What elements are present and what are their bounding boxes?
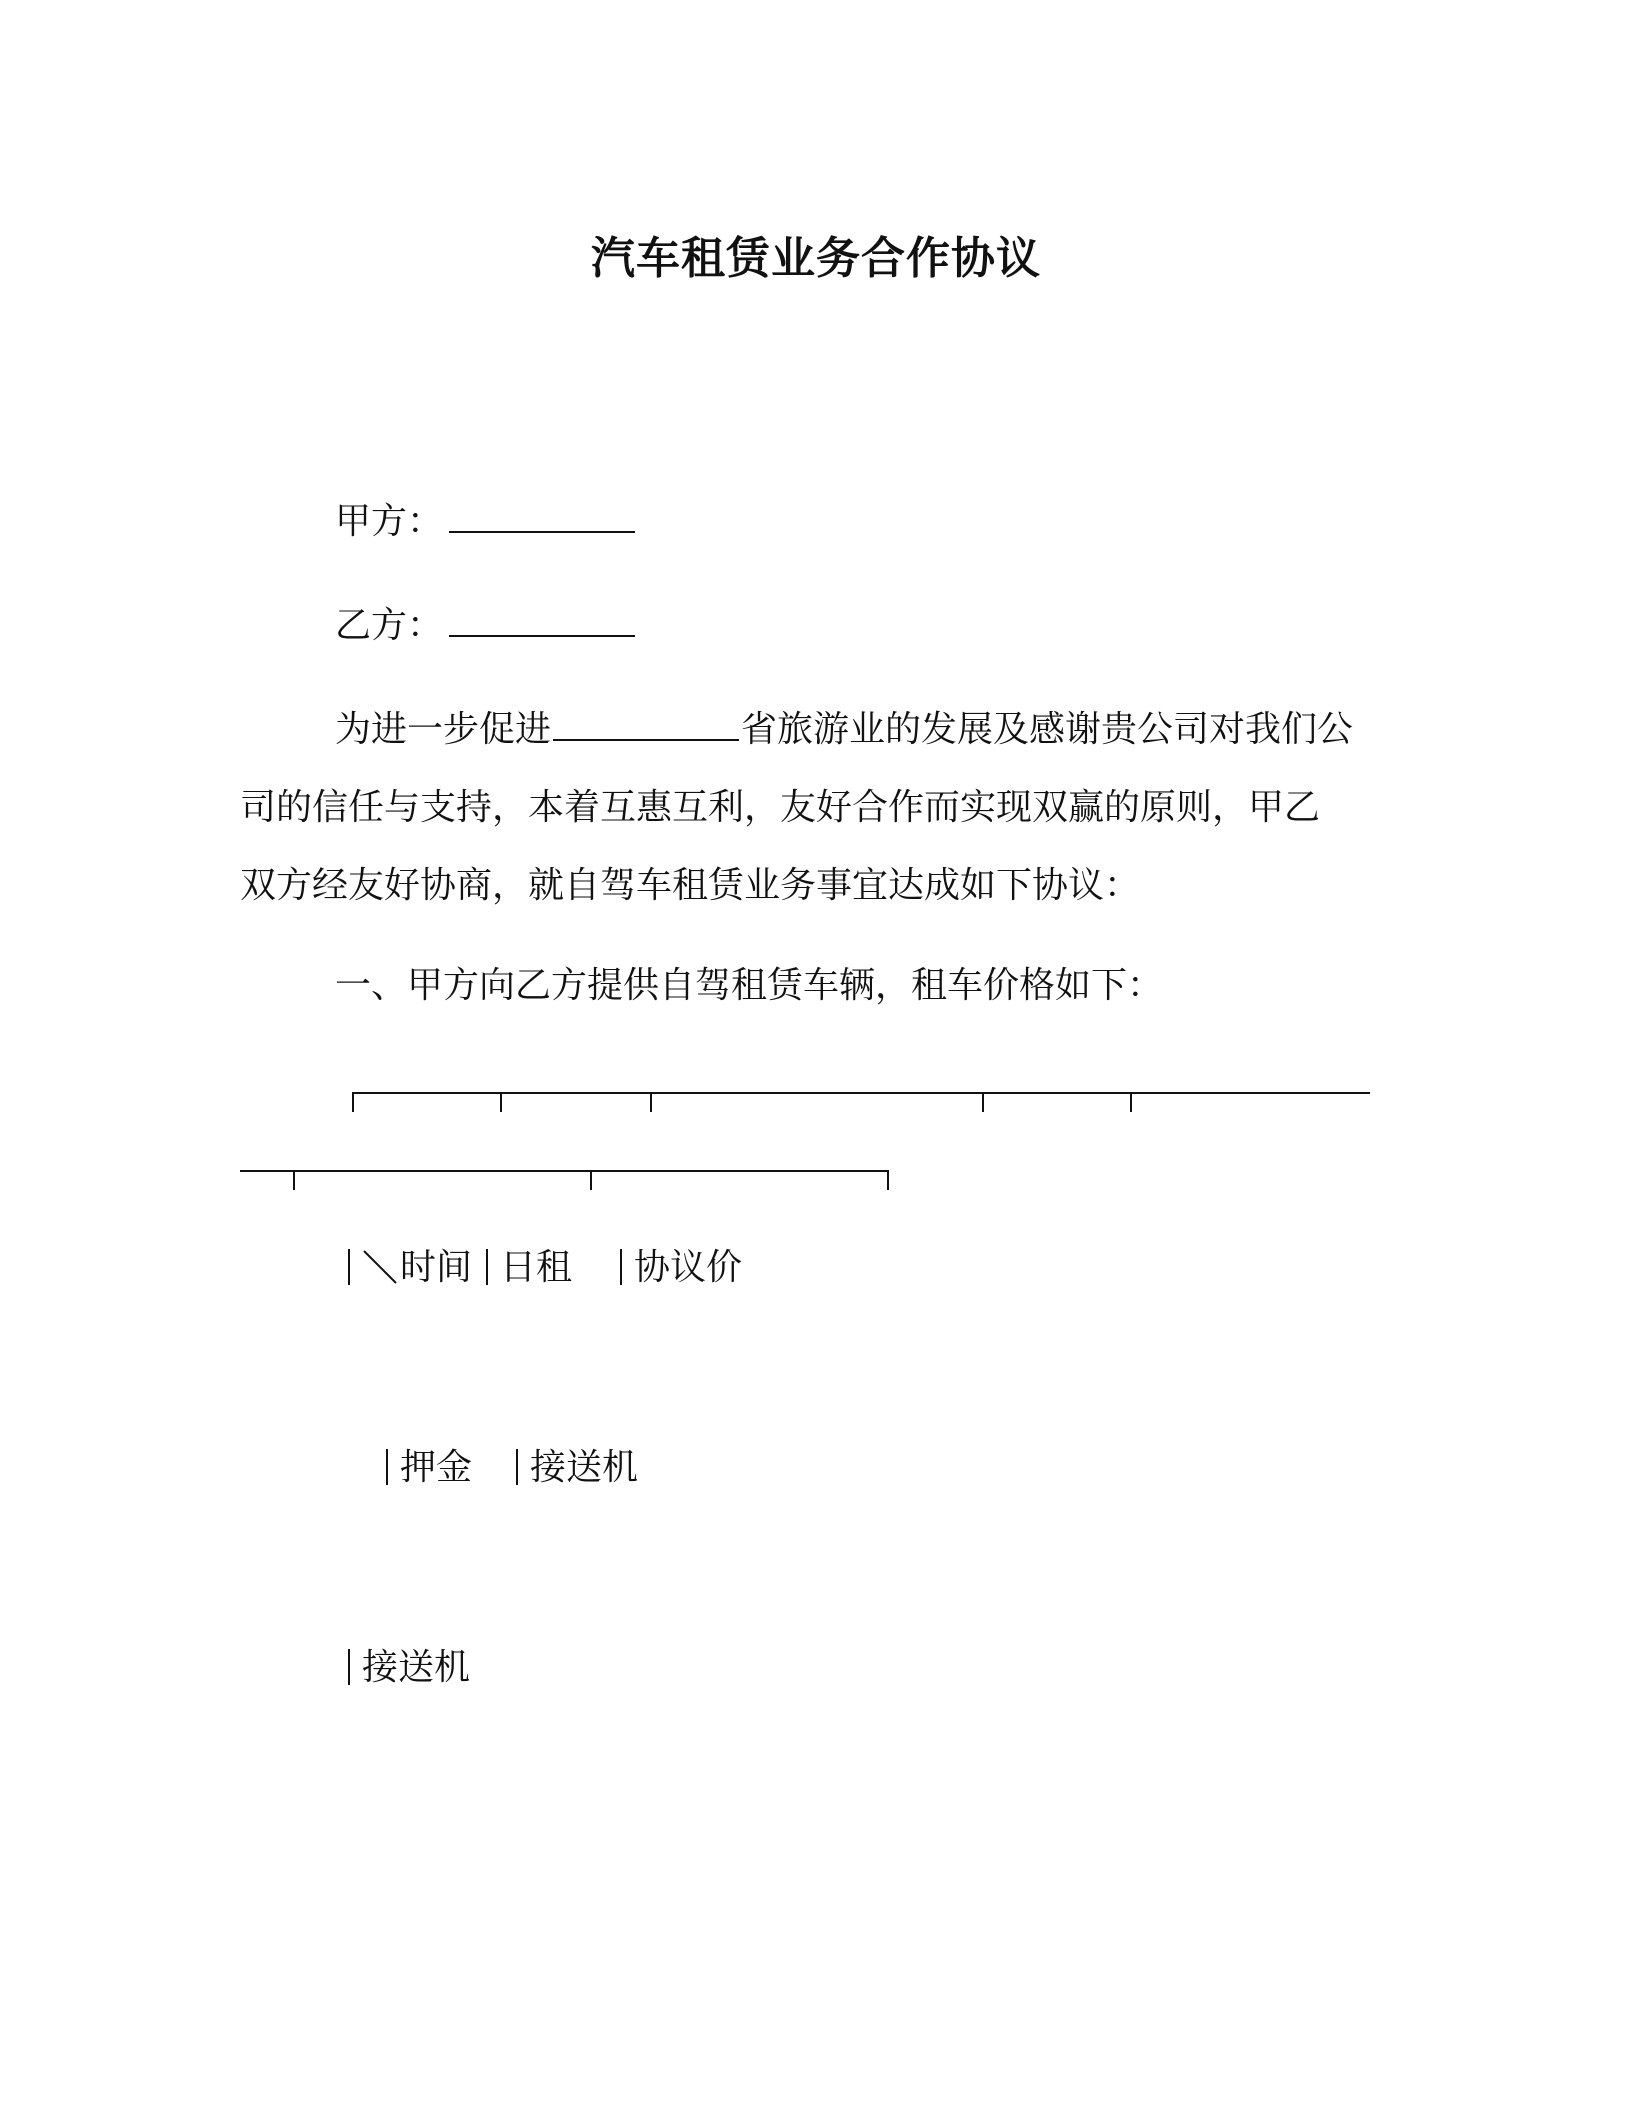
- section-1-heading: 一、甲方向乙方提供自驾租赁车辆，租车价格如下：: [335, 965, 1164, 1006]
- intro-line-1: [335, 708, 1353, 752]
- document-title: 汽车租赁业务合作协议: [591, 233, 1041, 284]
- intro-line-1-before: 为进一步促进: [335, 709, 552, 750]
- cell-divider: [620, 1249, 622, 1285]
- party-a-label: 甲方：: [335, 501, 444, 542]
- party-b-blank[interactable]: [449, 605, 635, 637]
- intro-line-1-after: 省旅游业的发展及感谢贵公司对我们公: [741, 709, 1354, 750]
- table-header-row: [348, 1246, 742, 1290]
- cell-divider: [516, 1449, 518, 1485]
- table-row-3: [348, 1646, 470, 1690]
- cell-divider: [386, 1449, 388, 1485]
- intro-line-2: 司的信任与支持，本着互惠互利，友好合作而实现双赢的原则，甲乙: [240, 787, 1321, 828]
- header-daily: 日租: [500, 1247, 573, 1288]
- party-a-blank[interactable]: [449, 501, 635, 533]
- cell-divider: [348, 1649, 350, 1685]
- table-tick: [500, 1092, 502, 1112]
- table-tick: [590, 1170, 592, 1190]
- province-blank[interactable]: [553, 709, 739, 741]
- cell-divider: [348, 1249, 350, 1285]
- row2-deposit: 押金: [400, 1447, 473, 1488]
- party-a-line: [335, 500, 635, 544]
- table-rule-second: [240, 1170, 888, 1172]
- diagonal-line-icon: [362, 1249, 400, 1285]
- table-row-2: [386, 1446, 638, 1490]
- table-tick: [352, 1092, 354, 1112]
- header-time: 时间: [400, 1247, 473, 1288]
- party-b-line: [335, 604, 635, 648]
- row3-pickup: 接送机: [362, 1647, 471, 1688]
- table-tick: [1130, 1092, 1132, 1112]
- intro-line-3: 双方经友好协商，就自驾车租赁业务事宜达成如下协议：: [240, 865, 1141, 906]
- table-tick: [982, 1092, 984, 1112]
- party-b-label: 乙方：: [335, 605, 444, 646]
- row2-pickup: 接送机: [530, 1447, 639, 1488]
- header-agreed: 协议价: [634, 1247, 743, 1288]
- table-tick: [293, 1170, 295, 1190]
- table-tick: [887, 1170, 889, 1190]
- table-rule-top: [352, 1092, 1370, 1094]
- cell-divider: [486, 1249, 488, 1285]
- diagonal-header-mark: [362, 1249, 400, 1285]
- table-tick: [650, 1092, 652, 1112]
